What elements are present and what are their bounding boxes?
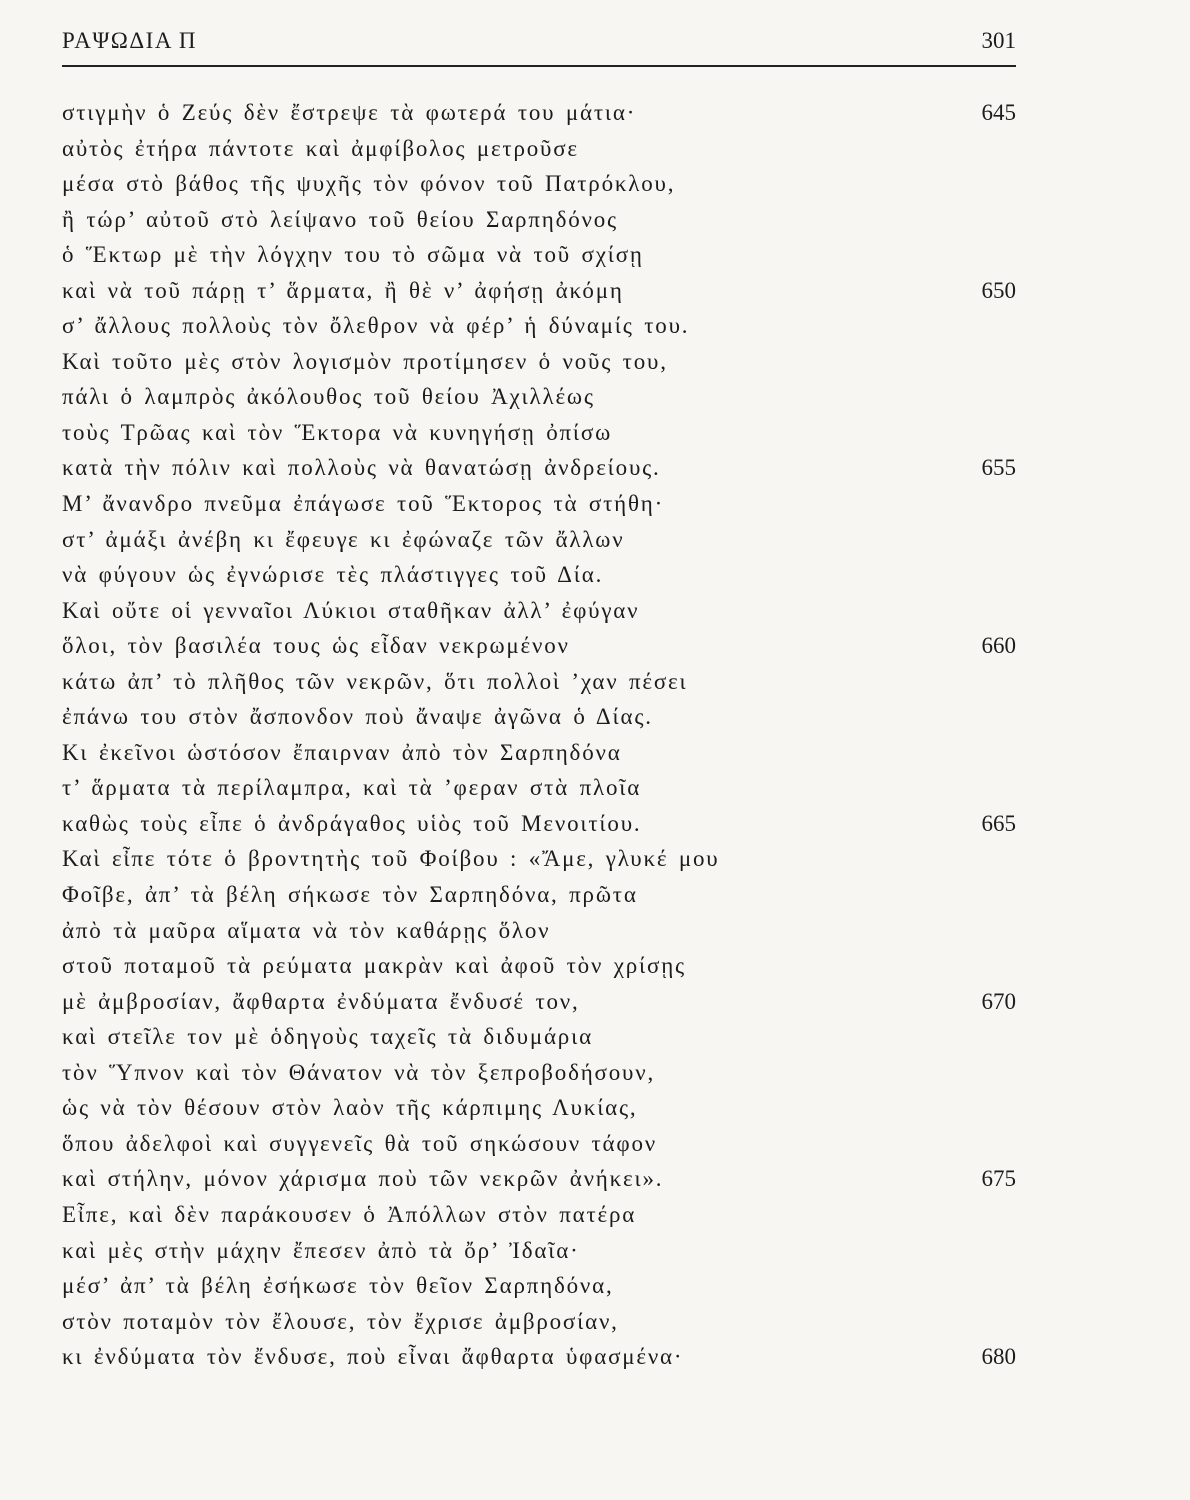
verse-text: Μ’ ἄνανδρο πνεῦμα ἐπάγωσε τοῦ Ἕκτορος τὰ στήθη· [62, 491, 665, 517]
verse-line [62, 131, 1016, 167]
verse-text: ὅπου ἀδελφοὶ καὶ συγγενεῖς θὰ τοῦ σηκώσουν τάφον [62, 1130, 657, 1156]
line-number: 675 [981, 1166, 1016, 1192]
verse-text: ὡς νὰ τὸν θέσουν στὸν λαὸν τῆς κάρπιμης Λυκίας, [62, 1095, 638, 1121]
verse-line [62, 1197, 1016, 1233]
page-number: 301 [981, 28, 1016, 53]
verse-line [62, 1339, 1016, 1375]
verse-text: τὸν Ὕπνον καὶ τὸν Θάνατον νὰ τὸν ξεπροβοδήσουν, [62, 1059, 655, 1085]
verse-line [62, 806, 1016, 842]
verse-text: αὐτὸς ἐτήρα πάντοτε καὶ ἀμφίβολος μετροῦσε [62, 135, 579, 161]
verse-text: σ’ ἄλλους πολλοὺς τὸν ὄλεθρον νὰ φέρ’ ἡ δύναμίς του. [62, 313, 690, 339]
verse-text: ὅλοι, τὸν βασιλέα τους ὡς εἶδαν νεκρωμένον [62, 633, 570, 659]
verse-line [62, 948, 1016, 984]
verse-line [62, 273, 1016, 309]
verse-text: μέσα στὸ βάθος τῆς ψυχῆς τὸν φόνον τοῦ Πατρόκλου, [62, 171, 676, 197]
verse-line [62, 486, 1016, 522]
verse-line [62, 664, 1016, 700]
line-number: 680 [981, 1344, 1016, 1370]
verse-text: ὁ Ἕκτωρ μὲ τὴν λόγχην του τὸ σῶμα νὰ τοῦ σχίσῃ [62, 242, 644, 268]
verse-line [62, 913, 1016, 949]
verse-line [62, 557, 1016, 593]
verse-line [62, 344, 1016, 380]
line-number: 660 [981, 633, 1016, 659]
verse-line [62, 735, 1016, 771]
page-header [62, 24, 1016, 64]
verse-text: μὲ ἀμβροσίαν, ἄφθαρτα ἐνδύματα ἔνδυσέ τον, [62, 988, 580, 1014]
verse-text: μέσ’ ἀπ’ τὰ βέλη ἐσήκωσε τὸν θεῖον Σαρπηδόνα, [62, 1273, 614, 1299]
verse-text: στὸν ποταμὸν τὸν ἔλουσε, τὸν ἔχρισε ἀμβροσίαν, [62, 1308, 619, 1334]
verse-text: καὶ μὲς στὴν μάχην ἔπεσεν ἀπὸ τὰ ὄρ’ Ἰδαῖα· [62, 1237, 580, 1263]
verse-text: καὶ στεῖλε τον μὲ ὁδηγοὺς ταχεῖς τὰ διδυμάρια [62, 1024, 593, 1050]
verse-text: στοῦ ποταμοῦ τὰ ρεύματα μακρὰν καὶ ἀφοῦ τὸν χρίσῃς [62, 953, 686, 979]
verse-text: κατὰ τὴν πόλιν καὶ πολλοὺς νὰ θανατώσῃ ἀνδρείους. [62, 455, 661, 481]
verse-line [62, 1233, 1016, 1269]
verse-text: νὰ φύγουν ὡς ἐγνώρισε τὲς πλάστιγγες τοῦ Δία. [62, 562, 604, 588]
verse-text: ἐπάνω του στὸν ἄσπονδον ποὺ ἄναψε ἀγῶνα ὁ Δίας. [62, 704, 653, 730]
verse-text: Φοῖβε, ἀπ’ τὰ βέλη σήκωσε τὸν Σαρπηδόνα, πρῶτα [62, 882, 638, 908]
line-number: 665 [981, 810, 1016, 836]
verse-line [62, 770, 1016, 806]
verse-line [62, 95, 1016, 131]
verse-line [62, 1090, 1016, 1126]
verse-text: ἀπὸ τὰ μαῦρα αἵματα νὰ τὸν καθάρῃς ὅλον [62, 917, 551, 943]
verse-line [62, 522, 1016, 558]
verse-line [62, 628, 1016, 664]
verse-line [62, 202, 1016, 238]
line-number: 670 [981, 988, 1016, 1014]
running-head: ΡΑΨΩΔΙΑ Π [62, 28, 198, 53]
line-number: 655 [981, 455, 1016, 481]
verse-line [62, 1126, 1016, 1162]
verse-line [62, 841, 1016, 877]
verse-text: Εἶπε, καὶ δὲν παράκουσεν ὁ Ἀπόλλων στὸν πατέρα [62, 1201, 637, 1227]
verse-line [62, 1304, 1016, 1340]
verse-text: καὶ νὰ τοῦ πάρῃ τ’ ἅρματα, ἢ θὲ ν’ ἀφήσῃ ἀκόμη [62, 277, 624, 303]
verse-line [62, 984, 1016, 1020]
line-number: 650 [981, 277, 1016, 303]
verse-line [62, 379, 1016, 415]
verse-text: Καὶ εἶπε τότε ὁ βροντητὴς τοῦ Φοίβου : «Ἄμε, γλυκέ μου [62, 846, 720, 872]
verse-line [62, 593, 1016, 629]
verse-line [62, 1055, 1016, 1091]
verse-line [62, 1268, 1016, 1304]
verse-text: πάλι ὁ λαμπρὸς ἀκόλουθος τοῦ θείου Ἀχιλλέως [62, 384, 595, 410]
verse-line [62, 237, 1016, 273]
verse-text: καθὼς τοὺς εἶπε ὁ ἀνδράγαθος υἱὸς τοῦ Μενοιτίου. [62, 810, 642, 836]
verse-line [62, 1161, 1016, 1197]
verse-text: τ’ ἅρματα τὰ περίλαμπρα, καὶ τὰ ’φεραν στὰ πλοῖα [62, 775, 642, 801]
verse-text: καὶ στήλην, μόνον χάρισμα ποὺ τῶν νεκρῶν ἀνήκει». [62, 1166, 664, 1192]
verse-text: κάτω ἀπ’ τὸ πλῆθος τῶν νεκρῶν, ὅτι πολλοὶ ’χαν πέσει [62, 668, 688, 694]
verse-text: στ’ ἀμάξι ἀνέβη κι ἔφευγε κι ἐφώναζε τῶν ἄλλων [62, 526, 625, 552]
verse-line [62, 877, 1016, 913]
verse-text: Καὶ οὔτε οἱ γενναῖοι Λύκιοι σταθῆκαν ἀλλ’ ἐφύγαν [62, 597, 640, 623]
verse-block [62, 95, 1016, 1375]
verse-line [62, 308, 1016, 344]
verse-line [62, 1019, 1016, 1055]
verse-text: τοὺς Τρῶας καὶ τὸν Ἕκτορα νὰ κυνηγήσῃ ὀπίσω [62, 419, 613, 445]
verse-text: Καὶ τοῦτο μὲς στὸν λογισμὸν προτίμησεν ὁ νοῦς του, [62, 348, 668, 374]
verse-text: ἢ τώρ’ αὐτοῦ στὸ λείψανο τοῦ θείου Σαρπηδόνος [62, 206, 618, 232]
verse-text: κι ἐνδύματα τὸν ἔνδυσε, ποὺ εἶναι ἄφθαρτα ὑφασμένα· [62, 1344, 684, 1370]
verse-line [62, 450, 1016, 486]
line-number: 645 [981, 100, 1016, 125]
verse-text: στιγμὴν ὁ Ζεύς δὲν ἔστρεψε τὰ φωτερά του μάτια· [62, 100, 637, 125]
header-rule [62, 65, 1016, 67]
verse-line [62, 166, 1016, 202]
verse-line [62, 699, 1016, 735]
verse-line [62, 415, 1016, 451]
verse-text: Κι ἐκεῖνοι ὡστόσον ἔπαιρναν ἀπὸ τὸν Σαρπηδόνα [62, 739, 622, 765]
